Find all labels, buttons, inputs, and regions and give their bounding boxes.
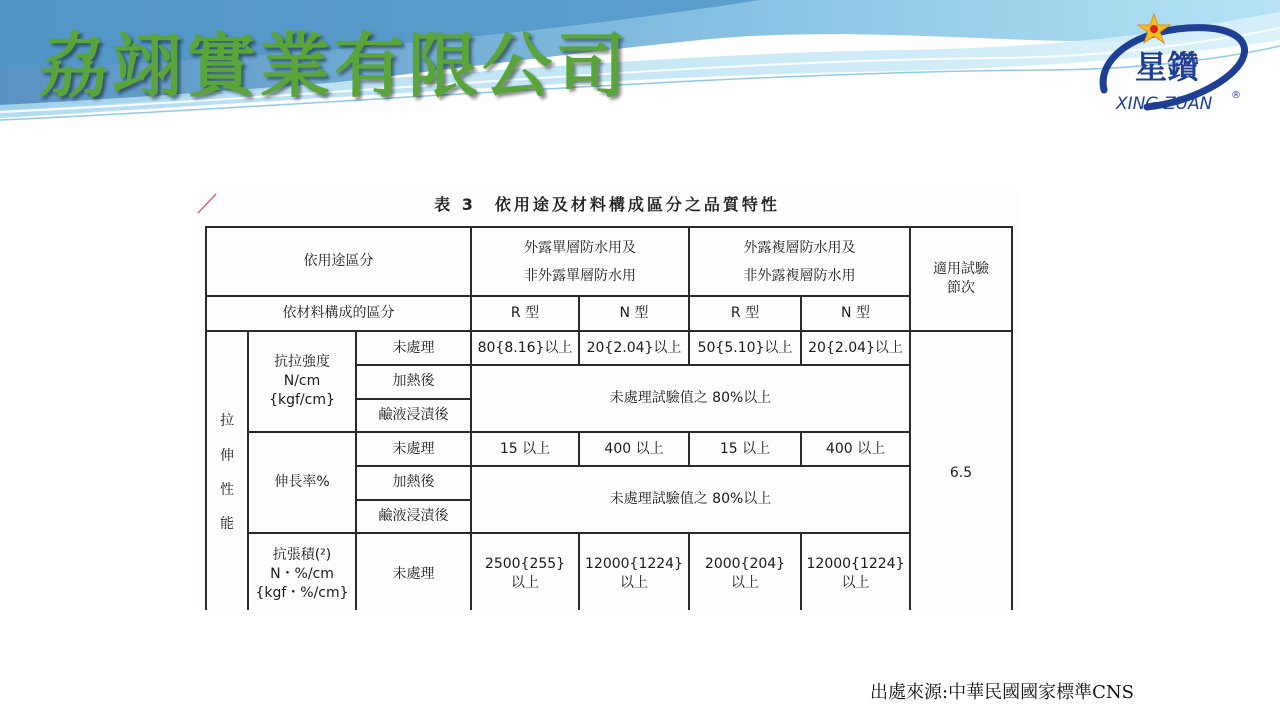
type-header: R 型 [689, 296, 801, 331]
group2-header: 外露複層防水用及 非外露複層防水用 [689, 227, 910, 296]
merged-value-cell: 未處理試驗值之 80%以上 [471, 466, 910, 533]
logo-text-cn: 星鑽 [1135, 48, 1200, 86]
value-cell: 80{8.16}以上 [471, 331, 579, 365]
value-cell: 15 以上 [471, 432, 579, 466]
condition-cell: 加熱後 [356, 466, 471, 500]
elongation-label: 伸長率% [248, 432, 356, 533]
source-note: 出處來源:中華民國國家標準CNS [870, 682, 1134, 703]
value-cell: 12000{1224} 以上 [801, 533, 910, 610]
tensile-product-label: 抗張積(²) N・%/cm {kgf・%/cm} [248, 533, 356, 610]
condition-cell: 加熱後 [356, 365, 471, 399]
value-cell: 400 以上 [801, 432, 910, 466]
type-header: N 型 [579, 296, 689, 331]
quality-properties-table [205, 226, 1013, 610]
value-cell: 2500{255} 以上 [471, 533, 579, 610]
condition-cell: 未處理 [356, 432, 471, 466]
scanned-standard-table [196, 188, 1018, 610]
group1-header: 外露單層防水用及 非外露單層防水用 [471, 227, 689, 296]
logo-registered-mark: ® [1231, 90, 1241, 101]
category-tensile-properties: 拉 伸 性 能 [206, 331, 248, 610]
type-header: N 型 [801, 296, 910, 331]
tensile-strength-label: 抗拉強度 N/cm {kgf/cm} [248, 331, 356, 432]
merged-value-cell: 未處理試驗值之 80%以上 [471, 365, 910, 432]
company-title: 劦翊實業有限公司 [38, 24, 630, 107]
value-cell: 12000{1224} 以上 [579, 533, 689, 610]
value-cell: 50{5.10}以上 [689, 331, 801, 365]
logo-text-en: XING ZUAN [1116, 94, 1213, 114]
condition-cell: 未處理 [356, 533, 471, 610]
condition-cell: 鹼液浸漬後 [356, 399, 471, 433]
test-section-header: 適用試驗 節次 [910, 227, 1012, 331]
value-cell: 15 以上 [689, 432, 801, 466]
usage-header: 依用途區分 [206, 227, 471, 296]
material-header: 依材料構成的區分 [206, 296, 471, 331]
condition-cell: 未處理 [356, 331, 471, 365]
value-cell: 2000{204} 以上 [689, 533, 801, 610]
value-cell: 20{2.04}以上 [579, 331, 689, 365]
test-section-value: 6.5 [910, 331, 1012, 610]
table-caption: 表 3 依用途及材料構成區分之品質特性 [434, 195, 780, 214]
value-cell: 20{2.04}以上 [801, 331, 910, 365]
value-cell: 400 以上 [579, 432, 689, 466]
company-logo [1092, 10, 1257, 120]
condition-cell: 鹼液浸漬後 [356, 500, 471, 534]
type-header: R 型 [471, 296, 579, 331]
